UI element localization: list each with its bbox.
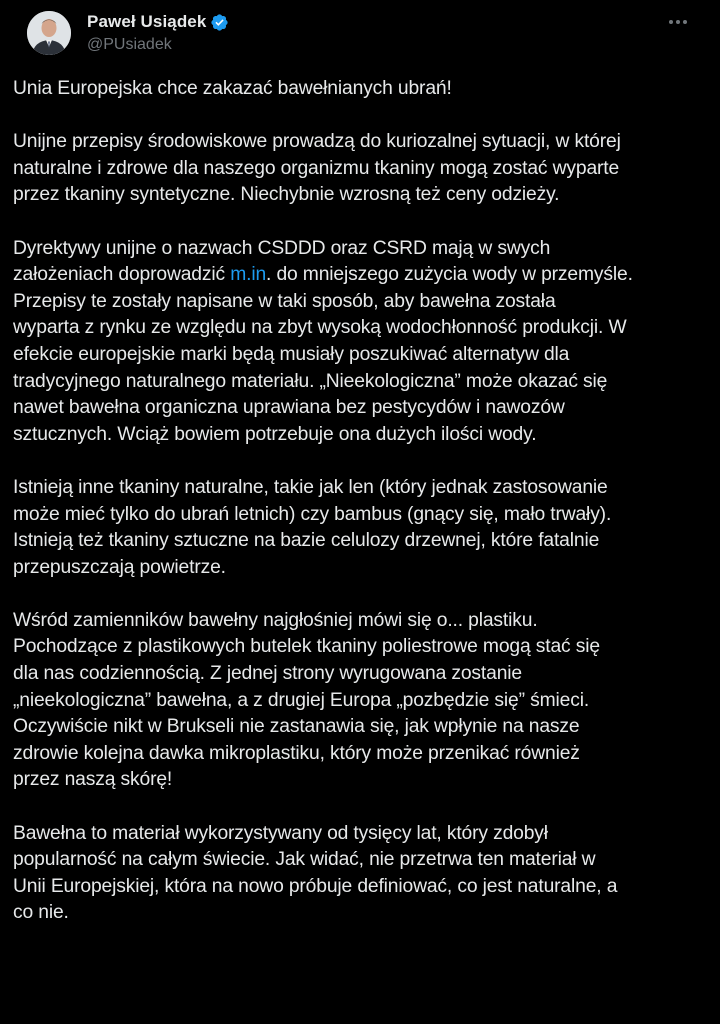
verified-badge-icon[interactable]	[210, 13, 229, 32]
author-names	[87, 11, 229, 54]
abbreviation-link[interactable]: m.in	[230, 264, 267, 286]
more-horizontal-icon[interactable]	[664, 12, 692, 32]
tweet-header	[14, 0, 706, 70]
tweet-paragraph-6: Bawełna to materiał wykorzystywany od tysięcy lat, który zdobył popularność na całym świecie. Jak widać, nie przetrwa ten materiał w Unii Europejskiej, która na nowo próbuje definiować, co jest naturalne, a co nie.	[13, 822, 618, 924]
tweet-paragraph-5: Wśród zamienników bawełny najgłośniej mówi się o... plastiku. Pochodzące z plastikowych butelek tkaniny poliestrowe mogą stać się dla nas codziennością. Z jednej strony wyrugowana zostanie „nieekologiczna” bawełna, a z drugiej Europa „pozbędzie się” śmieci. Oczywiście nikt w Brukseli nie zastanawia się, jak wpłynie na nasze zdrowie kolejna dawka mikroplastiku, który może przenikać również przez naszą skórę!	[13, 609, 600, 791]
tweet-text	[13, 76, 713, 954]
display-name[interactable]: Paweł Usiądek	[87, 12, 207, 31]
avatar-image	[27, 11, 71, 55]
tweet-paragraph-4: Istnieją inne tkaniny naturalne, takie jak len (który jednak zastosowanie może mieć tylko do ubrań letnich) czy bambus (gnący się, mało trwały). Istnieją też tkaniny sztuczne na bazie celulozy drzewnej, które fatalnie przepuszczają powietrze.	[13, 476, 612, 578]
tweet-paragraph-2: Unijne przepisy środowiskowe prowadzą do kuriozalnej sytuacji, w której naturalne i zdrowe dla naszego organizmu tkaniny mogą zostać wyparte przez tkaniny syntetyczne. Niechybnie wzrosną też ceny odzieży.	[13, 131, 621, 206]
tweet-paragraph-1: Unia Europejska chce zakazać bawełnianych ubrań!	[13, 78, 452, 99]
handle[interactable]: @PUsiadek	[87, 36, 172, 53]
avatar[interactable]	[27, 11, 71, 55]
tweet-paragraph-3	[13, 236, 713, 449]
tweet-paragraph-3-start: Dyrektywy unijne o nazwach CSDDD oraz CSRD mają w swych założeniach doprowadzić	[13, 237, 551, 286]
tweet-paragraph-3-end: . do mniejszego zużycia wody w przemyśle. Przepisy te zostały napisane w taki sposób, aby bawełna została wyparta z rynku ze względu na zbyt wysoką wodochłonność produkcji. W efekcie europejskie marki będą musiały poszukiwać alternatyw dla tradycyjnego naturalnego materiału. „Nieekologiczna” może okazać się nawet bawełna organiczna uprawiana bez pestycydów i nawozów sztucznych. Wciąż bowiem potrzebuje ona dużych ilości wody.	[13, 264, 633, 445]
